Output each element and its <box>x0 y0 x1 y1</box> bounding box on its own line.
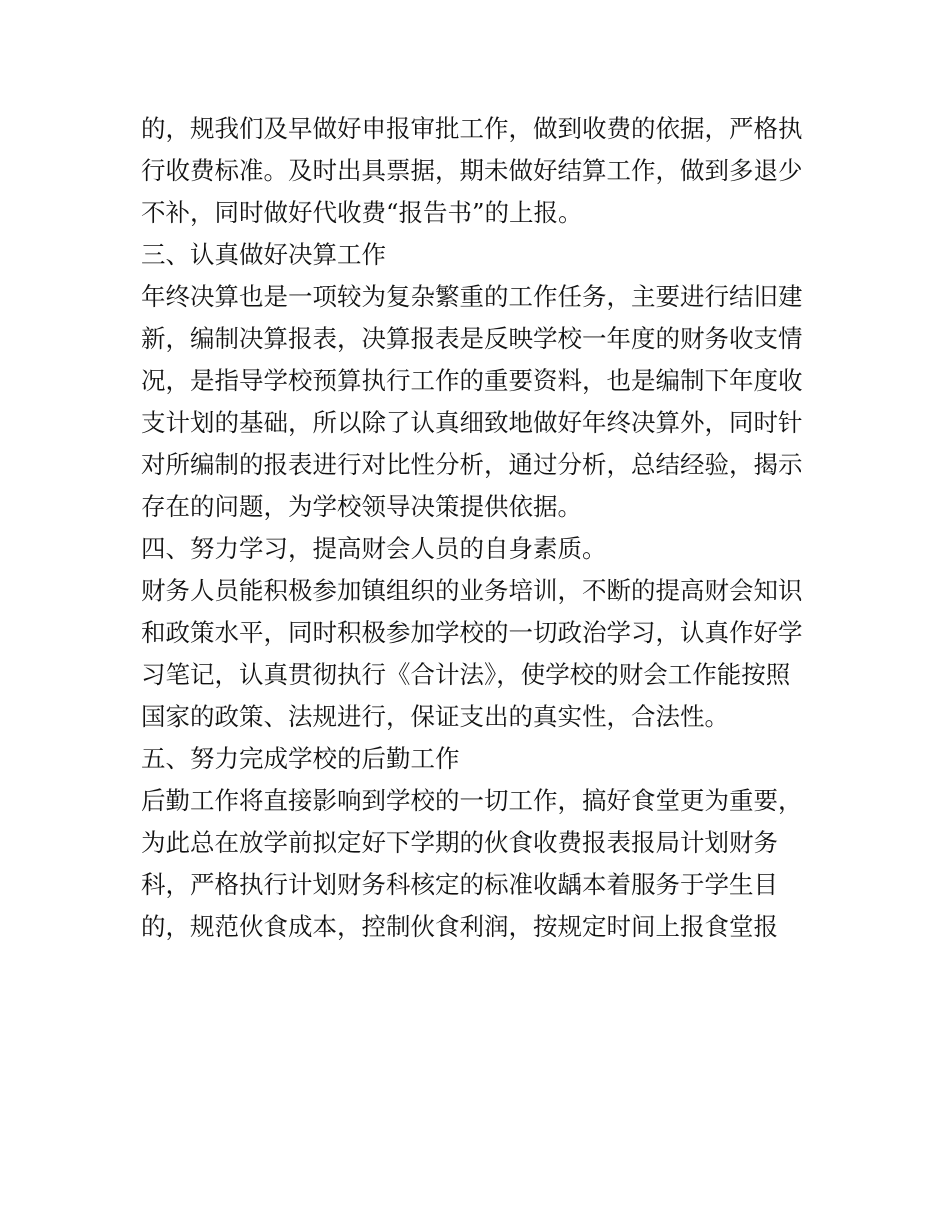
text-line: 年终决算也是一项较为复杂繁重的工作任务，主要进行结旧建 <box>141 282 803 311</box>
section-heading: 五、努力完成学校的后勤工作 <box>141 744 460 773</box>
text-line: 对所编制的报表进行对比性分析，通过分析，总结经验，揭示 <box>141 450 803 479</box>
section-heading: 三、认真做好决算工作 <box>141 240 386 269</box>
text-line: 况，是指导学校预算执行工作的重要资料，也是编制下年度收 <box>141 366 803 395</box>
text-line: 新，编制决算报表，决算报表是反映学校一年度的财务收支情 <box>141 324 803 353</box>
text-line: 和政策水平，同时积极参加学校的一切政治学习，认真作好学 <box>141 618 803 647</box>
text-line: 国家的政策、法规进行，保证支出的真实性，合法性。 <box>141 702 729 731</box>
text-line: 的，规范伙食成本，控制伙食利润，按规定时间上报食堂报 <box>141 912 778 941</box>
section-heading: 四、努力学习，提高财会人员的自身素质。 <box>141 534 607 563</box>
text-line: 财务人员能积极参加镇组织的业务培训，不断的提高财会知识 <box>141 576 803 605</box>
text-line: 不补，同时做好代收费“报告书”的上报。 <box>141 198 583 227</box>
text-line: 习笔记，认真贯彻执行《合计法》，使学校的财会工作能按照 <box>141 660 791 689</box>
text-line: 后勤工作将直接影响到学校的一切工作，搞好食堂更为重要， <box>141 786 803 815</box>
text-line: 行收费标准。及时出具票据，期未做好结算工作，做到多退少 <box>141 156 803 185</box>
text-line: 存在的问题，为学校领导决策提供依据。 <box>141 492 582 521</box>
text-line: 的，规我们及早做好申报审批工作，做到收费的依据，严格执 <box>141 114 803 143</box>
document-body <box>141 108 813 948</box>
text-line: 支计划的基础，所以除了认真细致地做好年终决算外，同时针 <box>141 408 803 437</box>
text-line: 科，严格执行计划财务科核定的标准收龋本着服务于学生目 <box>141 870 778 899</box>
text-line: 为此总在放学前拟定好下学期的伙食收费报表报局计划财务 <box>141 828 778 857</box>
